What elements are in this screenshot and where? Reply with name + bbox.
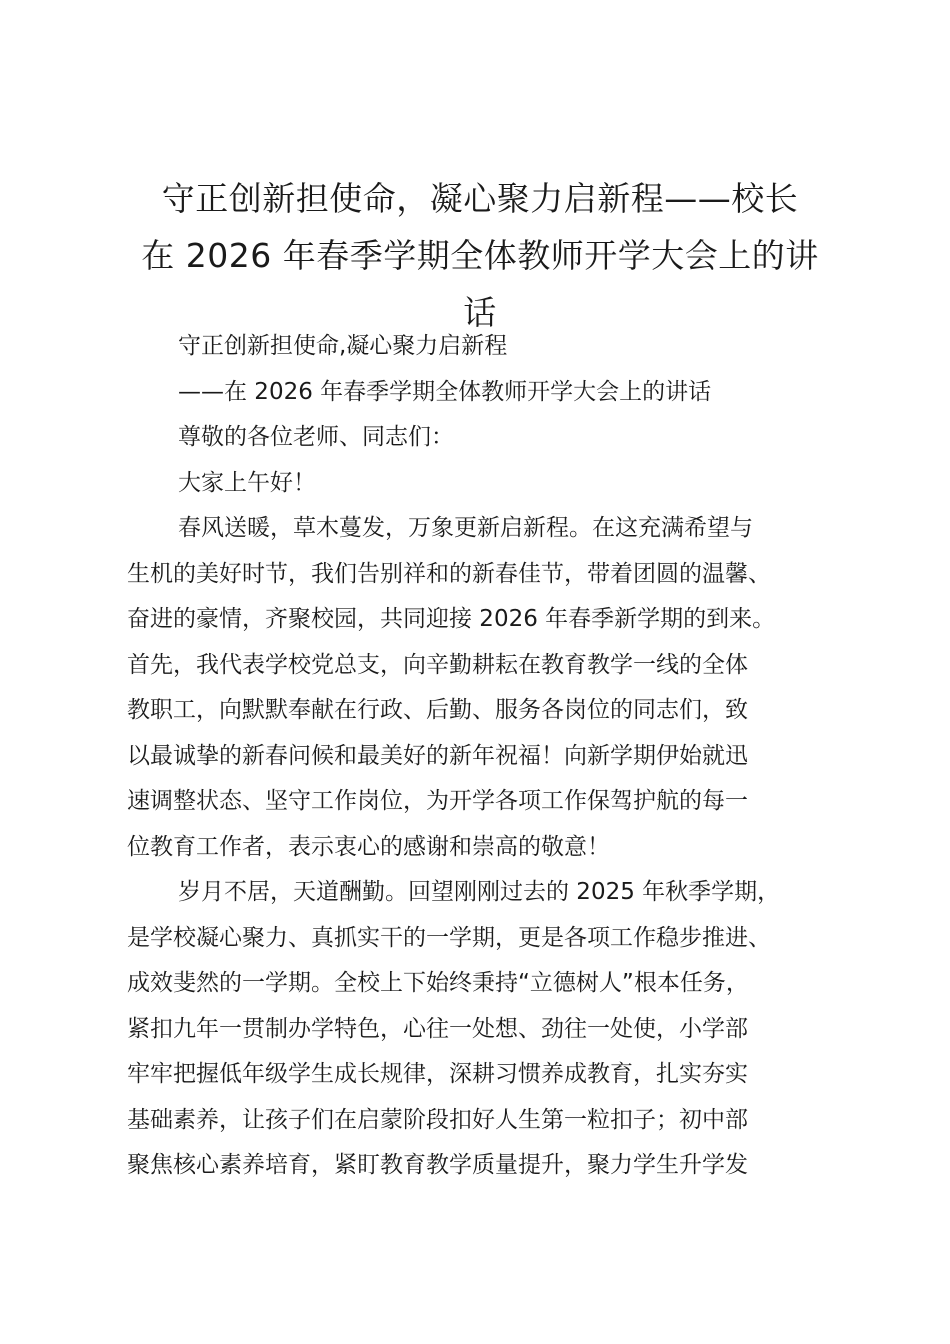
salutation: 尊敬的各位老师、同志们： bbox=[178, 424, 454, 450]
paragraph-line: 成效斐然的一学期。全校上下始终秉持“立德树人”根本任务， bbox=[127, 970, 749, 996]
title-line: 话 bbox=[463, 293, 497, 332]
paragraph-line: 教职工，向默默奉献在行政、后勤、服务各岗位的同志们，致 bbox=[127, 697, 748, 723]
paragraph-line: 首先，我代表学校党总支，向辛勤耕耘在教育教学一线的全体 bbox=[127, 651, 748, 678]
paragraph-line: 岁月不居，天道酬勤。回望刚刚过去的 2025 年秋季学期， bbox=[178, 879, 781, 905]
title-line: 在 2026 年春季学期全体教师开学大会上的讲 bbox=[141, 236, 819, 275]
paragraph-line: 春风送暖，草木蔓发，万象更新启新程。在这充满希望与 bbox=[178, 515, 753, 541]
paragraph-line: 是学校凝心聚力、真抓实干的一学期，更是各项工作稳步推进、 bbox=[127, 924, 771, 951]
paragraph-line: 位教育工作者，表示衷心的感谢和崇高的敬意！ bbox=[127, 833, 610, 860]
paragraph-line: 奋进的豪情，齐聚校园，共同迎接 2026 年春季新学期的到来。 bbox=[127, 606, 776, 632]
greeting: 大家上午好！ bbox=[178, 469, 316, 496]
paragraph-line: 牢牢把握低年级学生成长规律，深耕习惯养成教育，扎实夯实 bbox=[127, 1061, 748, 1087]
subtitle-line: 守正创新担使命,凝心聚力启新程 bbox=[178, 333, 508, 359]
paragraph-line: 生机的美好时节，我们告别祥和的新春佳节，带着团圆的温馨、 bbox=[127, 560, 771, 587]
paragraph-line: 以最诚挚的新春问候和最美好的新年祝福！向新学期伊始就迅 bbox=[127, 742, 748, 769]
subtitle-line: ——在 2026 年春季学期全体教师开学大会上的讲话 bbox=[178, 378, 712, 405]
paragraph-line: 聚焦核心素养培育，紧盯教育教学质量提升，聚力学生升学发 bbox=[127, 1152, 748, 1178]
paragraph-line: 速调整状态、坚守工作岗位，为开学各项工作保驾护航的每一 bbox=[127, 788, 748, 814]
paragraph-line: 紧扣九年一贯制办学特色，心往一处想、劲往一处使，小学部 bbox=[127, 1015, 748, 1042]
document-title bbox=[110, 170, 850, 341]
paragraph-line: 基础素养，让孩子们在启蒙阶段扣好人生第一粒扣子；初中部 bbox=[127, 1106, 748, 1133]
title-line: 守正创新担使命，凝心聚力启新程——校长 bbox=[161, 179, 799, 218]
document-body bbox=[127, 324, 847, 1189]
